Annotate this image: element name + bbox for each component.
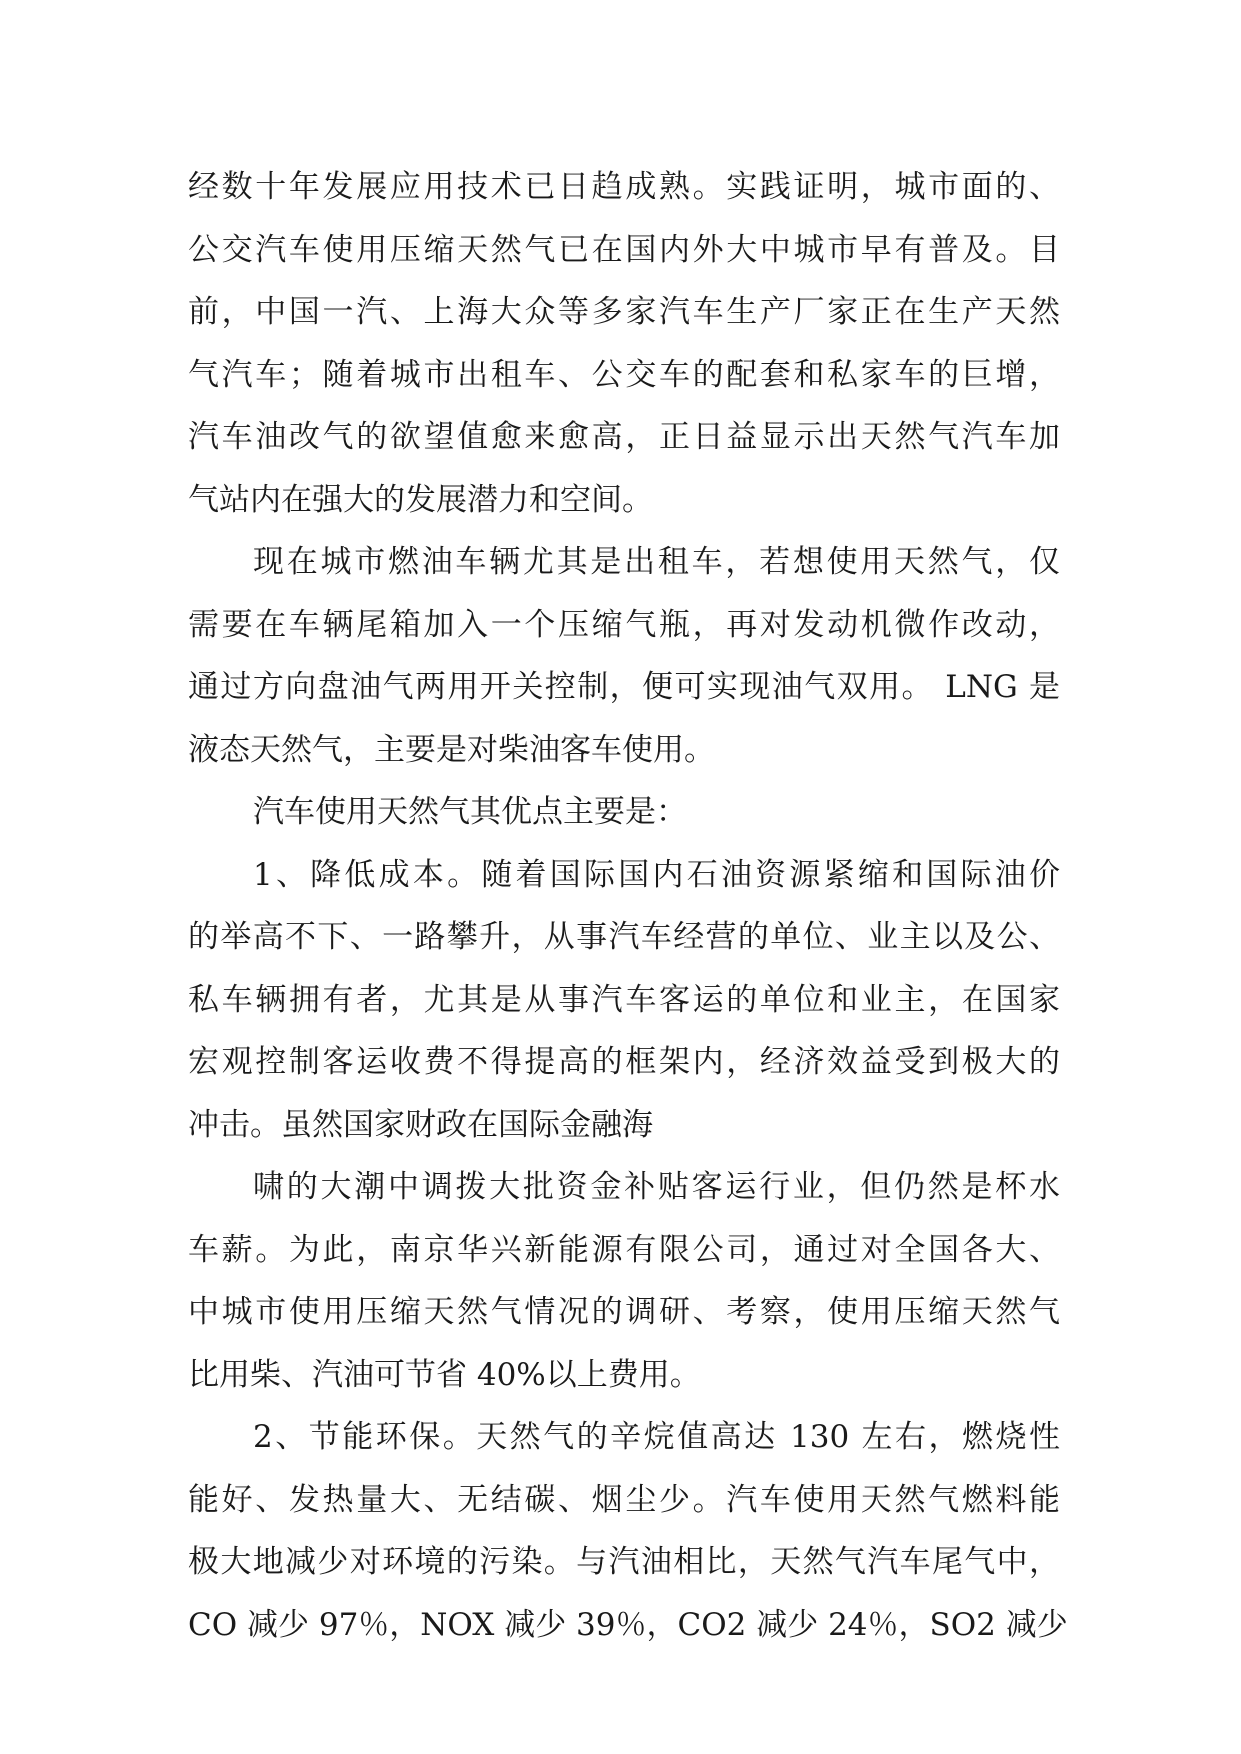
text-line: 啸的大潮中调拨大批资金补贴客运行业，但仍然是杯水 [253, 1169, 1060, 1205]
text-line: 前，中国一汽、上海大众等多家汽车生产厂家正在生产天然 [188, 294, 1060, 330]
text-line: 极大地减少对环境的污染。与汽油相比，天然气汽车尾气中， [188, 1544, 1060, 1580]
document-body [188, 156, 1068, 1656]
text-line: 现在城市燃油车辆尤其是出租车，若想使用天然气，仅 [253, 544, 1060, 580]
text-line: 冲击。虽然国家财政在国际金融海 [188, 1106, 653, 1143]
text-line: 的举高不下、一路攀升，从事汽车经营的单位、业主以及公、 [188, 919, 1060, 955]
text-line: 汽车使用天然气其优点主要是： [253, 794, 687, 830]
text-line: 液态天然气，主要是对柴油客车使用。 [188, 731, 715, 768]
text-line: 比用柴、汽油可节省 40%以上费用。 [188, 1356, 701, 1393]
text-line: 汽车油改气的欲望值愈来愈高，正日益显示出天然气汽车加 [188, 419, 1060, 455]
text-line: 私车辆拥有者，尤其是从事汽车客运的单位和业主，在国家 [188, 981, 1060, 1018]
text-line: 中城市使用压缩天然气情况的调研、考察，使用压缩天然气 [188, 1294, 1060, 1330]
text-line: 气站内在强大的发展潜力和空间。 [188, 481, 653, 518]
text-line: CO 减少 97％，NOX 减少 39％，CO2 减少 24％，SO2 减少 [188, 1606, 1068, 1643]
text-line: 经数十年发展应用技术已日趋成熟。实践证明，城市面的、 [188, 169, 1060, 205]
text-line: 通过方向盘油气两用开关控制，便可实现油气双用。 LNG 是 [188, 669, 1060, 705]
text-line: 需要在车辆尾箱加入一个压缩气瓶，再对发动机微作改动， [188, 606, 1060, 643]
text-line: 车薪。为此，南京华兴新能源有限公司，通过对全国各大、 [188, 1231, 1060, 1268]
text-line: 能好、发热量大、无结碳、烟尘少。汽车使用天然气燃料能 [188, 1481, 1060, 1518]
text-line: 2、节能环保。天然气的辛烷值高达 130 左右，燃烧性 [253, 1419, 1060, 1455]
text-line: 气汽车；随着城市出租车、公交车的配套和私家车的巨增， [188, 356, 1060, 393]
text-line: 1、降低成本。随着国际国内石油资源紧缩和国际油价 [253, 856, 1060, 893]
text-line: 宏观控制客运收费不得提高的框架内，经济效益受到极大的 [188, 1044, 1060, 1080]
text-line: 公交汽车使用压缩天然气已在国内外大中城市早有普及。目 [188, 231, 1060, 268]
